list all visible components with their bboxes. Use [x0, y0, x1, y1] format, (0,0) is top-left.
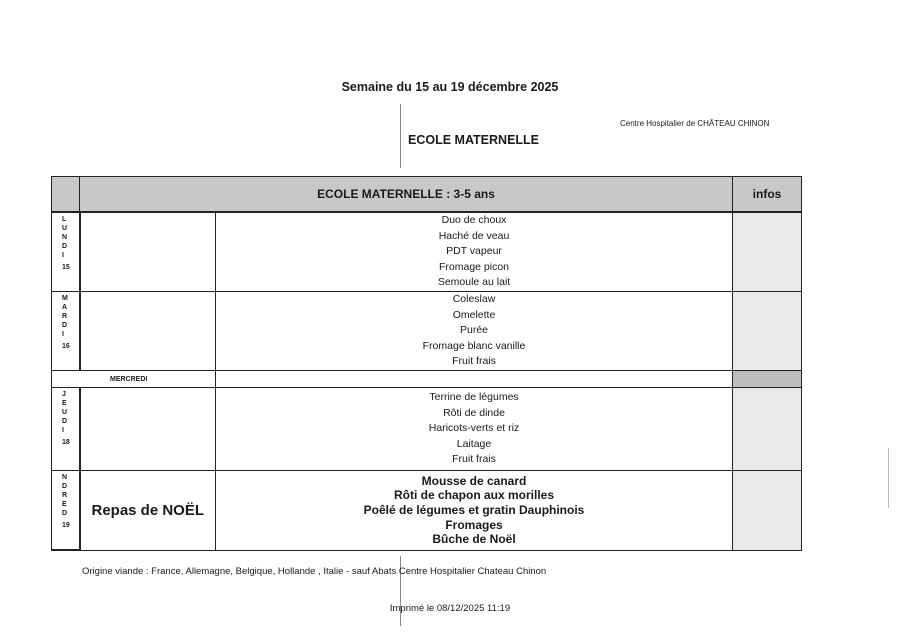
event-cell [80, 388, 216, 471]
dish-item: Fruit frais [452, 355, 496, 368]
header-corner [52, 177, 80, 213]
menu-table [51, 176, 802, 551]
dish-item: Purée [459, 324, 489, 337]
day-letter: D [62, 418, 68, 425]
infos-cell [733, 292, 802, 371]
table-header-row [52, 177, 802, 213]
day-label-lundi [52, 212, 80, 292]
dish-item: Laitage [456, 437, 492, 450]
day-number: 19 [62, 522, 70, 529]
empty-dish-cell [216, 371, 733, 388]
day-letter: R [62, 492, 68, 499]
meat-origin-note: Origine viande : France, Allemagne, Belgique, Hollande , Italie - sauf Abats Centre Hospitalier Chateau Chinon [82, 566, 547, 577]
day-number: 15 [62, 264, 70, 271]
dish-item: Haricots-verts et riz [428, 422, 520, 435]
day-letter: L [62, 216, 67, 223]
event-label: Repas de NOËL [80, 471, 216, 551]
infos-cell [733, 388, 802, 471]
day-row-mardi [52, 292, 802, 371]
dish-item: Mousse de canard [421, 473, 527, 488]
infos-header: infos [733, 177, 802, 213]
day-row-jeudi [52, 388, 802, 471]
day-letter: I [62, 331, 64, 338]
day-number: 18 [62, 439, 70, 446]
dish-item: Fruit frais [452, 453, 496, 466]
day-letter: U [62, 409, 68, 416]
dish-item: Fromage blanc vanille [422, 339, 526, 352]
dish-item: Semoule au lait [437, 276, 511, 289]
day-letter: D [62, 322, 68, 329]
day-letter: A [62, 304, 68, 311]
table-header-label: ECOLE MATERNELLE : 3-5 ans [80, 177, 733, 213]
day-number: 16 [62, 343, 70, 350]
day-letter: D [62, 510, 68, 517]
dish-item: Poêlé de légumes et gratin Dauphinois [363, 502, 585, 517]
dish-item: Bûche de Noël [432, 532, 516, 547]
day-letter: E [62, 400, 67, 407]
dish-item: Haché de veau [438, 229, 510, 242]
day-row-vendredi [52, 471, 802, 551]
dish-item: Terrine de légumes [429, 391, 519, 404]
day-letter: U [62, 225, 68, 232]
day-label-mardi [52, 292, 80, 371]
dish-list [216, 388, 733, 471]
day-letter: E [62, 501, 67, 508]
day-letter: N [62, 234, 68, 241]
school-subtitle: ECOLE MATERNELLE [408, 133, 540, 147]
dish-list [216, 212, 733, 292]
organization-name: Centre Hospitalier de CHÂTEAU CHINON [620, 119, 770, 128]
day-letter: R [62, 313, 68, 320]
day-letter: D [62, 483, 68, 490]
infos-cell [733, 212, 802, 292]
day-letter: J [62, 391, 66, 398]
printed-date: Imprimé le 08/12/2025 11:19 [389, 603, 511, 614]
day-letter: M [62, 295, 68, 302]
infos-cell [733, 471, 802, 551]
day-letter: I [62, 427, 64, 434]
day-label-vendredi [52, 471, 80, 551]
dish-list [216, 471, 733, 551]
dish-item: Fromage picon [438, 260, 510, 273]
dish-item: Omelette [452, 308, 496, 321]
day-row-lundi [52, 212, 802, 292]
page-title: Semaine du 15 au 19 décembre 2025 [341, 80, 559, 94]
dish-item: Duo de choux [441, 214, 507, 227]
infos-cell [733, 371, 802, 388]
dish-item: PDT vapeur [446, 245, 502, 258]
day-row-mercredi [52, 371, 802, 388]
day-label-jeudi [52, 388, 80, 471]
dish-list [216, 292, 733, 371]
day-label-mercredi: MERCREDI [52, 371, 216, 388]
event-cell [80, 212, 216, 292]
scan-artifact-line [400, 104, 401, 168]
dish-item: Rôti de dinde [443, 406, 505, 419]
event-cell [80, 292, 216, 371]
dish-item: Rôti de chapon aux morilles [393, 488, 555, 503]
dish-item: Coleslaw [452, 293, 496, 306]
dish-item: Fromages [445, 517, 503, 532]
day-letter: I [62, 252, 64, 259]
day-letter: N [62, 474, 68, 481]
day-letter: D [62, 243, 68, 250]
scan-artifact-line [888, 448, 889, 508]
